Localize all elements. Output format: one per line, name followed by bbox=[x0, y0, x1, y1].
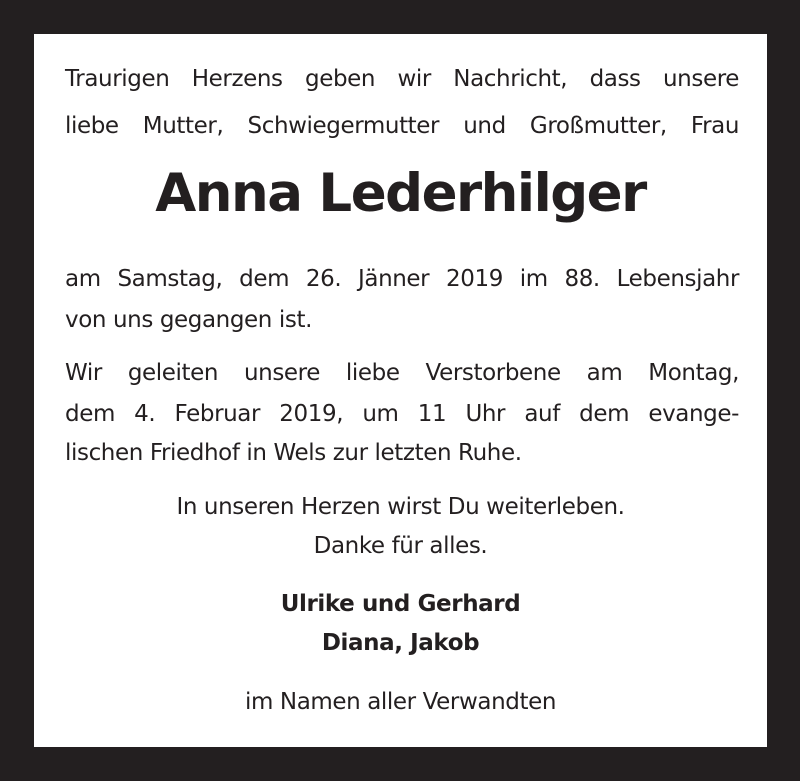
motto-line-1: In unseren Herzen wirst Du weiterleben. bbox=[176, 494, 625, 520]
motto-line-2: Danke für alles. bbox=[313, 533, 488, 559]
intro-line-2: liebe Mutter, Schwiegermutter und Großmutter, Frau bbox=[65, 113, 739, 139]
funeral-line-3: lischen Friedhof in Wels zur letzten Ruhe. bbox=[65, 440, 522, 466]
obituary-notice bbox=[34, 34, 767, 747]
death-line-1: am Samstag, dem 26. Jänner 2019 im 88. Lebensjahr bbox=[65, 266, 739, 292]
death-line-2: von uns gegangen ist. bbox=[65, 307, 312, 333]
mourner-line-2: Diana, Jakob bbox=[321, 630, 480, 656]
closing-line: im Namen aller Verwandten bbox=[244, 689, 557, 715]
mourner-line-1: Ulrike und Gerhard bbox=[280, 591, 521, 617]
intro-line-1: Traurigen Herzens geben wir Nachricht, dass unsere bbox=[65, 66, 739, 92]
deceased-name: Anna Lederhilger bbox=[155, 163, 646, 224]
funeral-line-2: dem 4. Februar 2019, um 11 Uhr auf dem evange- bbox=[65, 401, 739, 427]
funeral-line-1: Wir geleiten unsere liebe Verstorbene am Montag, bbox=[65, 360, 739, 386]
